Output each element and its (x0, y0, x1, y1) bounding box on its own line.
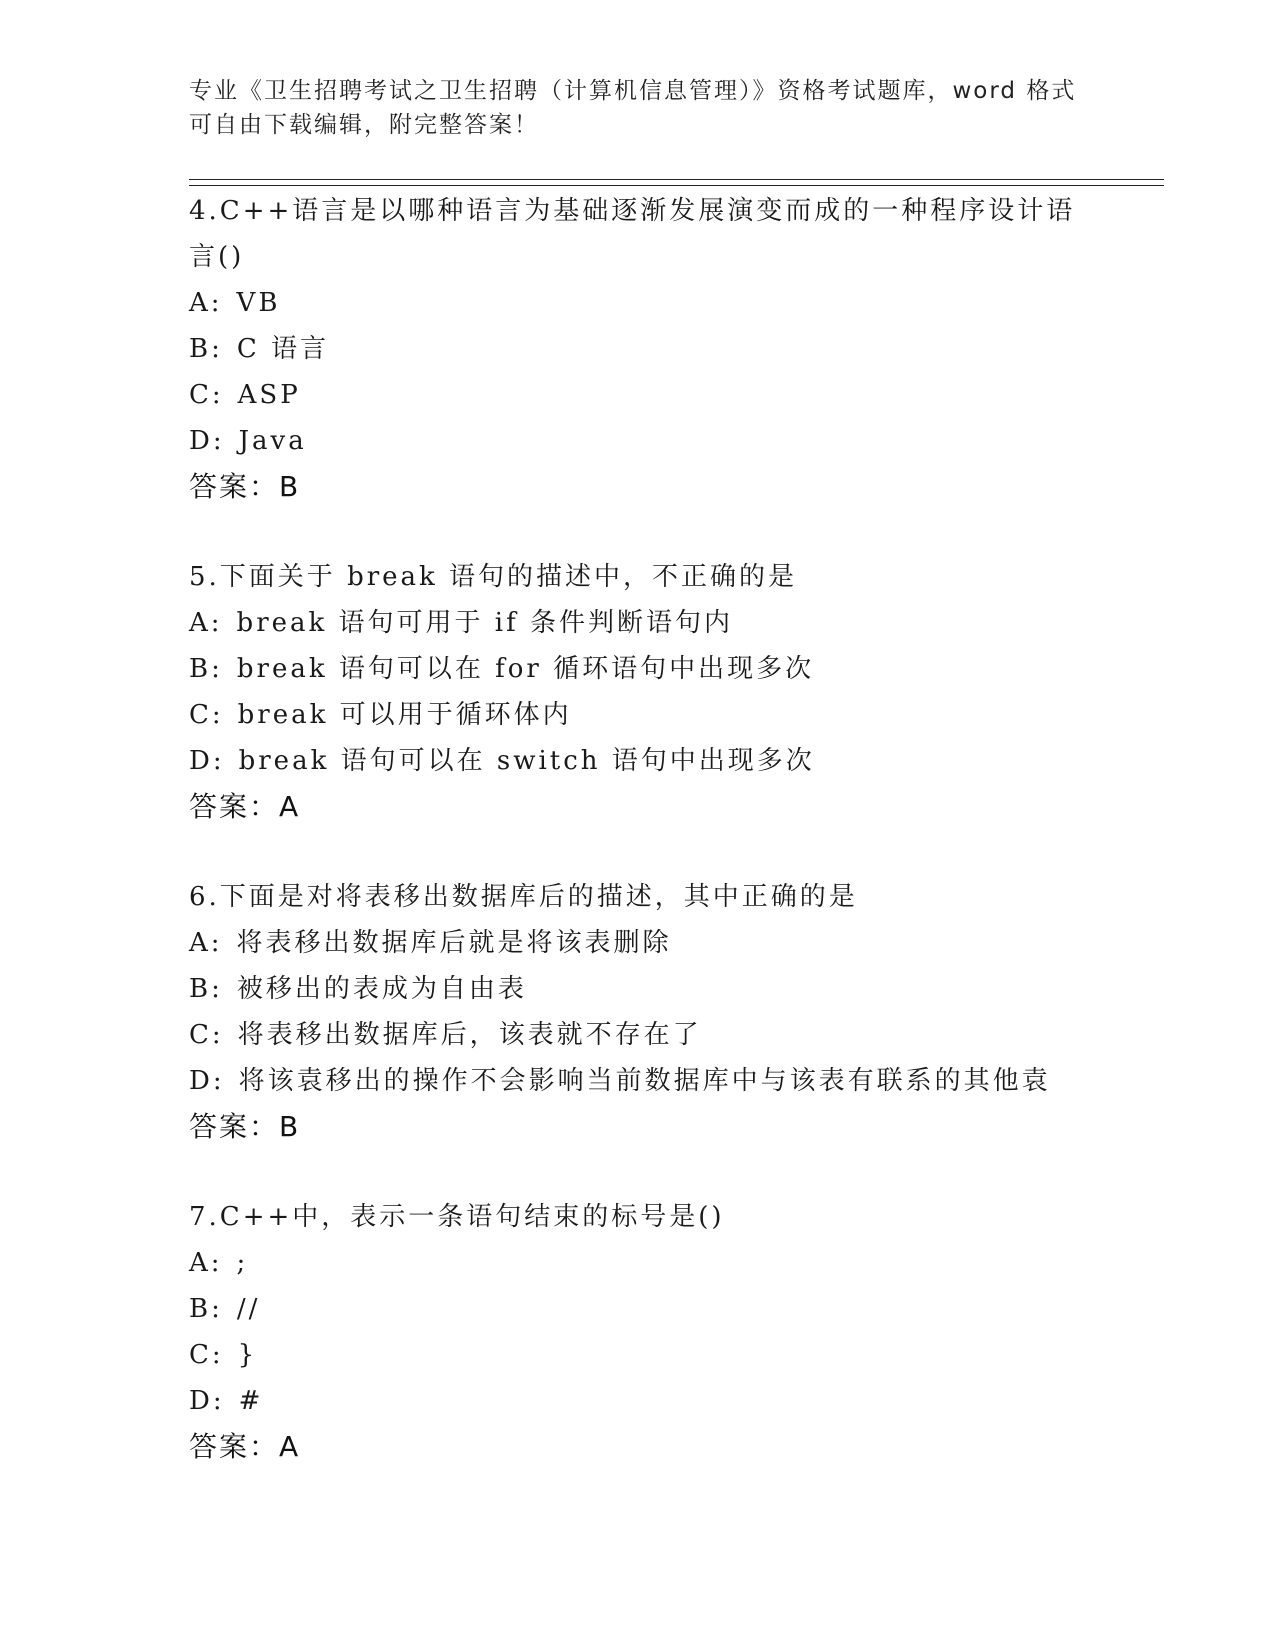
option-c (189, 1012, 1149, 1058)
option-a (189, 1240, 1149, 1286)
header-divider-bottom (189, 185, 1164, 186)
answer-label: 答案：A (189, 1430, 301, 1463)
question-item (189, 188, 1149, 510)
option-text: VB (236, 288, 281, 318)
header-line-2: 可自由下载编辑，附完整答案！ (189, 112, 539, 138)
option-key: D: (189, 426, 225, 456)
option-key: B: (189, 654, 223, 684)
option-key: C: (189, 1340, 224, 1370)
option-text: 将表移出数据库后，该表就不存在了 (237, 1020, 702, 1050)
header-line-1: 专业《卫生招聘考试之卫生招聘（计算机信息管理）》资格考试题库，word 格式 (189, 78, 1077, 104)
header-divider-top (189, 179, 1164, 180)
option-d (189, 1058, 1149, 1104)
option-key: A: (189, 608, 223, 638)
option-key: D: (189, 1386, 225, 1416)
option-text: 将表移出数据库后就是将该表删除 (236, 928, 672, 958)
option-key: D: (189, 1066, 225, 1096)
option-key: A: (189, 928, 223, 958)
option-b (189, 966, 1149, 1012)
option-key: C: (189, 700, 224, 730)
answer-label: 答案：B (189, 1110, 301, 1143)
option-text: 将该袁移出的操作不会影响当前数据库中与该表有联系的其他袁 (238, 1066, 1051, 1096)
question-text: 4.C++语言是以哪种语言为基础逐渐发展演变而成的一种程序设计语言() (189, 196, 1076, 272)
option-text: break 语句可以在 switch 语句中出现多次 (238, 746, 815, 776)
option-text: break 可以用于循环体内 (237, 700, 572, 730)
option-text: C 语言 (236, 334, 330, 364)
option-text: # (238, 1386, 264, 1416)
option-d (189, 738, 1149, 784)
option-key: A: (189, 1248, 223, 1278)
question-item (189, 1194, 1149, 1470)
answer-label: 答案：B (189, 470, 301, 503)
question-list (189, 188, 1149, 1514)
option-text: break 语句可用于 if 条件判断语句内 (236, 608, 733, 638)
option-text: // (236, 1294, 261, 1324)
question-text: 6.下面是对将表移出数据库后的描述，其中正确的是 (189, 882, 858, 912)
option-text: } (237, 1340, 258, 1370)
option-text: ASP (237, 380, 301, 410)
option-text: break 语句可以在 for 循环语句中出现多次 (236, 654, 815, 684)
option-d (189, 1378, 1149, 1424)
question-text: 7.C++中，表示一条语句结束的标号是() (189, 1202, 725, 1232)
answer-label: 答案：A (189, 790, 301, 823)
option-d (189, 418, 1149, 464)
option-c (189, 1332, 1149, 1378)
option-text: Java (238, 426, 307, 456)
option-b (189, 326, 1149, 372)
option-key: B: (189, 334, 223, 364)
option-a (189, 280, 1149, 326)
option-key: A: (189, 288, 223, 318)
document-header (189, 74, 1077, 142)
option-key: D: (189, 746, 225, 776)
option-key: C: (189, 1020, 224, 1050)
question-item (189, 874, 1149, 1150)
option-a (189, 920, 1149, 966)
option-key: B: (189, 974, 223, 1004)
option-c (189, 372, 1149, 418)
question-item (189, 554, 1149, 830)
option-text: 被移出的表成为自由表 (236, 974, 527, 1004)
option-b (189, 1286, 1149, 1332)
option-key: C: (189, 380, 224, 410)
option-text: ; (236, 1248, 249, 1278)
option-b (189, 646, 1149, 692)
option-c (189, 692, 1149, 738)
option-a (189, 600, 1149, 646)
question-text: 5.下面关于 break 语句的描述中，不正确的是 (189, 562, 798, 592)
option-key: B: (189, 1294, 223, 1324)
